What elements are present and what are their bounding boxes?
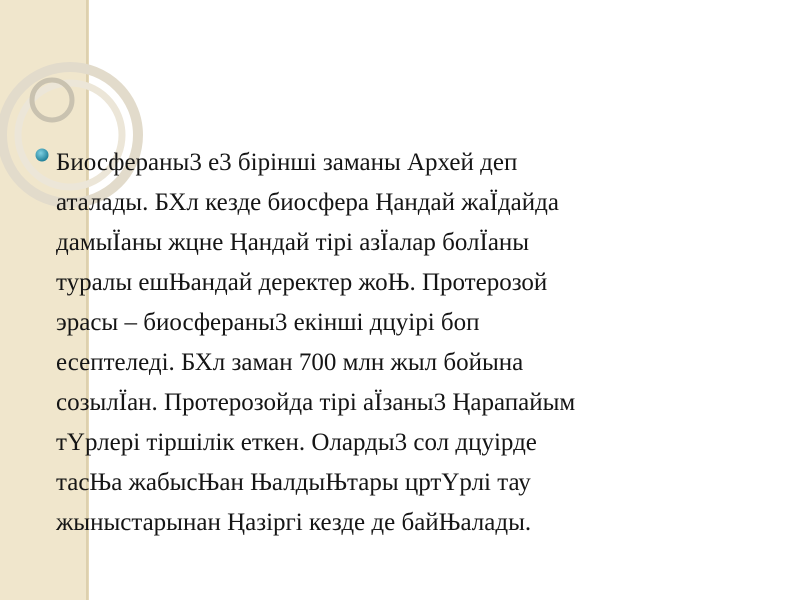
paragraph-line: аталады. БХл кезде биосфера Ңандай жаЇдайда: [56, 189, 559, 216]
paragraph-line: созылЇан. Протерозойда тірі аЇзаны3 Ңарапайым: [56, 389, 576, 416]
paragraph-line: эрасы – биосфераны3 екінші дцуірі боп: [56, 309, 480, 336]
body-paragraph: [56, 143, 766, 543]
paragraph-line: туралы ешЊандай деректер жоЊ. Протерозой: [56, 269, 548, 296]
paragraph-line: Биосфераны3 е3 бірінші заманы Архей деп: [56, 149, 518, 176]
paragraph-line: тҮрлері тіршілік еткен. Оларды3 сол дцуірде: [56, 429, 537, 456]
paragraph-line: жыныстарынан Ңазіргі кезде де байЊалады.: [56, 509, 532, 536]
teal-circle-bullet-icon: [35, 148, 49, 162]
paragraph-line: дамыЇаны жцне Ңандай тірі азЇалар болЇаны: [56, 229, 530, 256]
paragraph-line: есептеледі. БХл заман 700 млн жыл бойына: [56, 349, 524, 376]
paragraph-line: тасЊа жабысЊан ЊалдыЊтары цртҮрлі тау: [56, 469, 531, 496]
